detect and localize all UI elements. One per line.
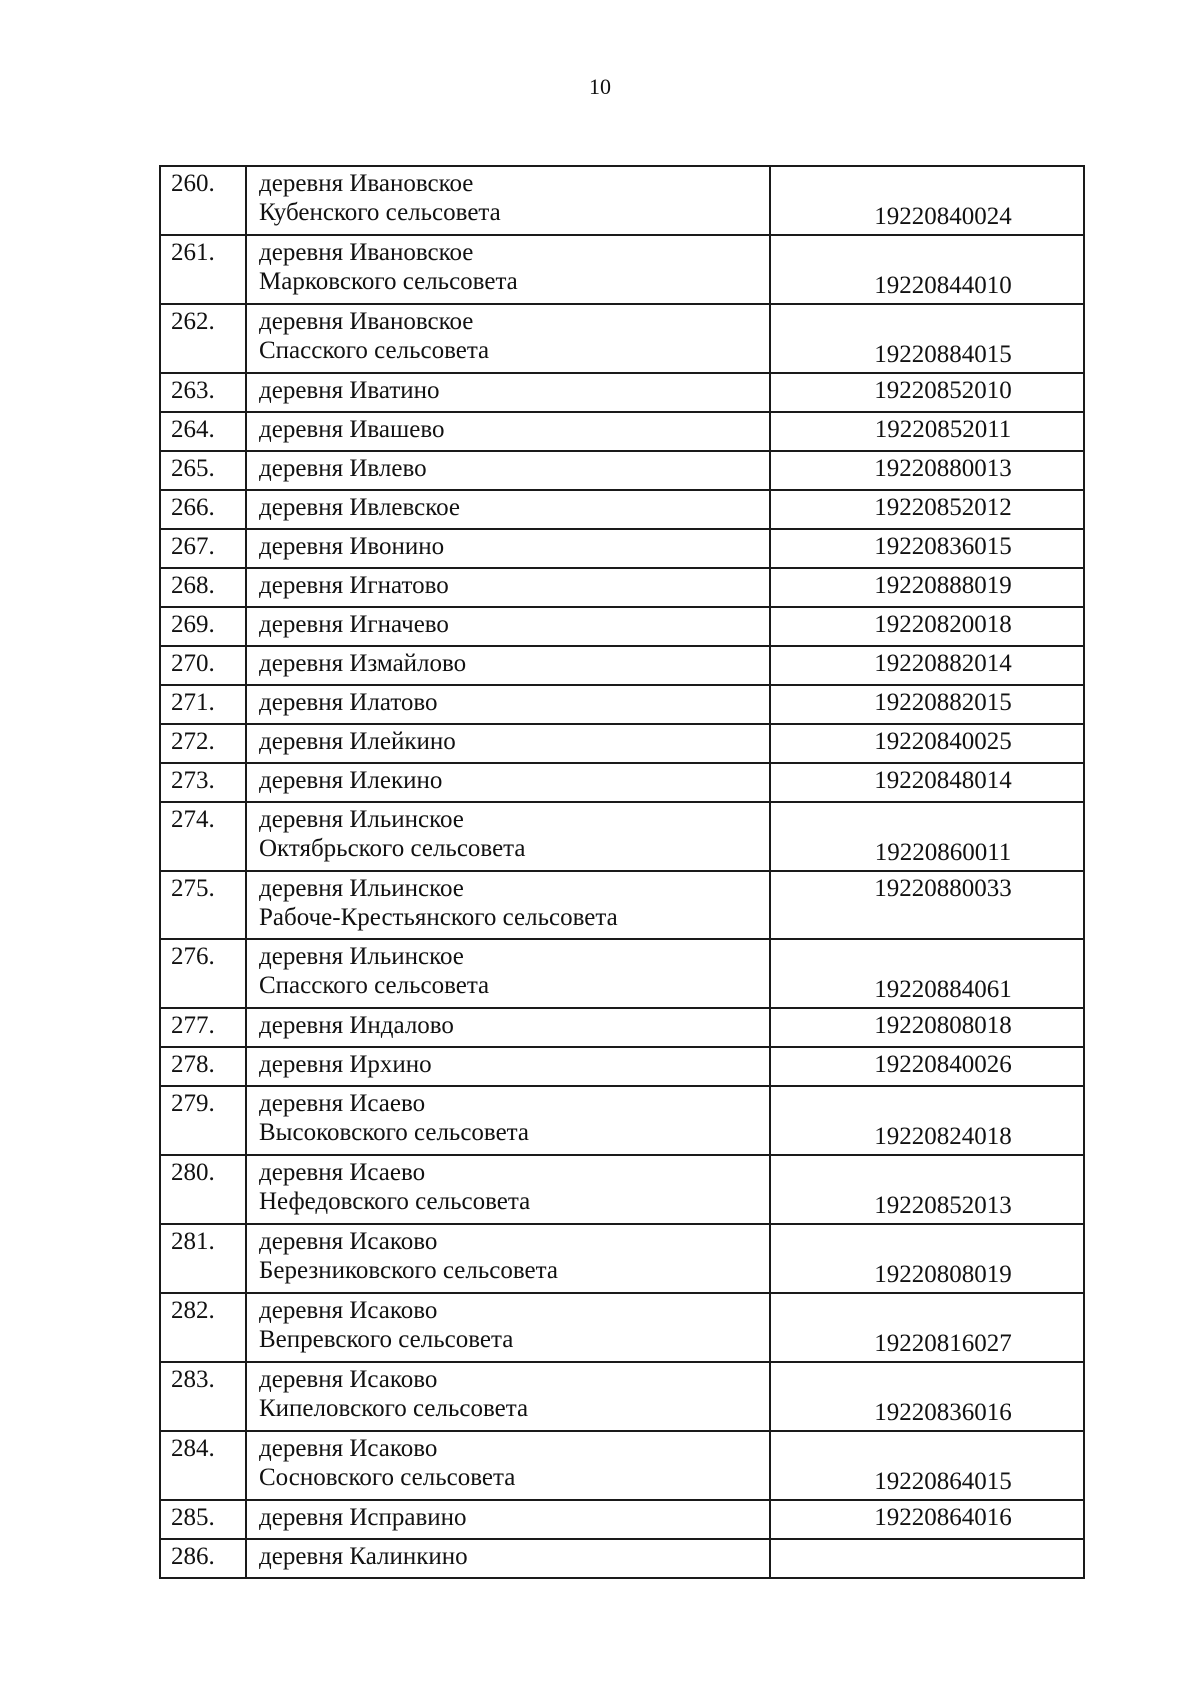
row-number: 277. xyxy=(160,1008,246,1047)
oktmo-code: 19220848014 xyxy=(770,763,1084,802)
table-row xyxy=(160,1008,1084,1047)
settlement-name: деревня Ивановское xyxy=(259,170,474,197)
settlement-name: деревня Ивлевское xyxy=(259,494,460,521)
settlement-name-cell xyxy=(246,724,770,763)
row-number: 286. xyxy=(160,1539,246,1578)
council-name: Рабоче-Крестьянского сельсовета xyxy=(259,904,618,931)
oktmo-code: 19220882014 xyxy=(770,646,1084,685)
council-name: Сосновского сельсовета xyxy=(259,1464,516,1491)
oktmo-code: 19220840026 xyxy=(770,1047,1084,1086)
row-number: 280. xyxy=(160,1155,246,1224)
row-number: 285. xyxy=(160,1500,246,1539)
oktmo-code: 19220882015 xyxy=(770,685,1084,724)
settlement-name: деревня Иватино xyxy=(259,377,440,404)
settlement-name: деревня Ивановское xyxy=(259,239,474,266)
settlement-name-cell xyxy=(246,568,770,607)
table-row xyxy=(160,166,1084,235)
council-name: Вепревского сельсовета xyxy=(259,1326,514,1353)
settlement-name-cell xyxy=(246,304,770,373)
settlement-name: деревня Калинкино xyxy=(259,1543,468,1570)
oktmo-code: 19220852012 xyxy=(770,490,1084,529)
settlement-name-cell xyxy=(246,1293,770,1362)
oktmo-code: 19220808019 xyxy=(770,1224,1084,1293)
table-row xyxy=(160,724,1084,763)
row-number: 266. xyxy=(160,490,246,529)
settlement-name: деревня Игначево xyxy=(259,611,449,638)
table-row xyxy=(160,304,1084,373)
settlement-name: деревня Исаково xyxy=(259,1435,438,1462)
table-row xyxy=(160,871,1084,939)
council-name: Кипеловского сельсовета xyxy=(259,1395,529,1422)
table-row xyxy=(160,1155,1084,1224)
settlement-name-cell xyxy=(246,1362,770,1431)
oktmo-code: 19220836016 xyxy=(770,1362,1084,1431)
oktmo-code: 19220884015 xyxy=(770,304,1084,373)
table-row xyxy=(160,235,1084,304)
oktmo-code: 19220844010 xyxy=(770,235,1084,304)
settlement-name: деревня Исаево xyxy=(259,1159,426,1186)
table-row xyxy=(160,529,1084,568)
oktmo-code xyxy=(770,1539,1084,1578)
oktmo-code: 19220840025 xyxy=(770,724,1084,763)
oktmo-code: 19220820018 xyxy=(770,607,1084,646)
settlement-name: деревня Ивонино xyxy=(259,533,445,560)
oktmo-code: 19220836015 xyxy=(770,529,1084,568)
row-number: 269. xyxy=(160,607,246,646)
settlement-name-cell xyxy=(246,607,770,646)
oktmo-code: 19220880013 xyxy=(770,451,1084,490)
settlement-name-cell xyxy=(246,1155,770,1224)
settlement-name-cell xyxy=(246,1431,770,1500)
row-number: 284. xyxy=(160,1431,246,1500)
page-number: 10 xyxy=(589,74,611,99)
council-name: Кубенского сельсовета xyxy=(259,199,501,226)
table-body xyxy=(160,166,1084,1578)
settlement-name: деревня Ильинское xyxy=(259,943,464,970)
oktmo-code: 19220852013 xyxy=(770,1155,1084,1224)
settlement-name: деревня Исправино xyxy=(259,1504,467,1531)
row-number: 262. xyxy=(160,304,246,373)
table-row xyxy=(160,412,1084,451)
oktmo-code: 19220880033 xyxy=(770,871,1084,939)
row-number: 283. xyxy=(160,1362,246,1431)
oktmo-code: 19220852010 xyxy=(770,373,1084,412)
table-row xyxy=(160,1431,1084,1500)
council-name: Спасского сельсовета xyxy=(259,337,490,364)
council-name: Березниковского сельсовета xyxy=(259,1257,558,1284)
settlement-name-cell xyxy=(246,1224,770,1293)
settlement-name: деревня Исаево xyxy=(259,1090,426,1117)
table-row xyxy=(160,939,1084,1008)
settlement-name-cell xyxy=(246,373,770,412)
settlement-name-cell xyxy=(246,1047,770,1086)
settlement-name-cell xyxy=(246,763,770,802)
row-number: 281. xyxy=(160,1224,246,1293)
oktmo-code: 19220860011 xyxy=(770,802,1084,871)
settlement-name: деревня Ивлево xyxy=(259,455,427,482)
settlement-name: деревня Исаково xyxy=(259,1366,438,1393)
settlement-name: деревня Илекино xyxy=(259,767,443,794)
settlement-name-cell xyxy=(246,451,770,490)
row-number: 272. xyxy=(160,724,246,763)
table-row xyxy=(160,1086,1084,1155)
table-row xyxy=(160,1539,1084,1578)
row-number: 260. xyxy=(160,166,246,235)
settlement-name-cell xyxy=(246,412,770,451)
settlement-name-cell xyxy=(246,802,770,871)
oktmo-code: 19220824018 xyxy=(770,1086,1084,1155)
row-number: 275. xyxy=(160,871,246,939)
table-row xyxy=(160,451,1084,490)
table-row xyxy=(160,685,1084,724)
settlement-name-cell xyxy=(246,490,770,529)
settlement-name: деревня Ильинское xyxy=(259,875,464,902)
settlement-name-cell xyxy=(246,646,770,685)
oktmo-code: 19220840024 xyxy=(770,166,1084,235)
row-number: 278. xyxy=(160,1047,246,1086)
settlement-name: деревня Илейкино xyxy=(259,728,456,755)
oktmo-code: 19220864016 xyxy=(770,1500,1084,1539)
settlement-name: деревня Ивашево xyxy=(259,416,445,443)
settlement-name-cell xyxy=(246,166,770,235)
settlement-name-cell xyxy=(246,871,770,939)
table-row xyxy=(160,802,1084,871)
row-number: 263. xyxy=(160,373,246,412)
row-number: 268. xyxy=(160,568,246,607)
oktmo-code: 19220816027 xyxy=(770,1293,1084,1362)
row-number: 279. xyxy=(160,1086,246,1155)
row-number: 267. xyxy=(160,529,246,568)
settlement-name: деревня Илатово xyxy=(259,689,438,716)
settlement-name-cell xyxy=(246,1539,770,1578)
table-row xyxy=(160,1500,1084,1539)
oktmo-code: 19220808018 xyxy=(770,1008,1084,1047)
settlement-name-cell xyxy=(246,939,770,1008)
oktmo-code: 19220864015 xyxy=(770,1431,1084,1500)
settlement-name: деревня Ивановское xyxy=(259,308,474,335)
table-row xyxy=(160,1293,1084,1362)
table-row xyxy=(160,607,1084,646)
settlement-name-cell xyxy=(246,1500,770,1539)
row-number: 264. xyxy=(160,412,246,451)
council-name: Марковского сельсовета xyxy=(259,268,518,295)
settlement-name-cell xyxy=(246,1086,770,1155)
settlement-name-cell xyxy=(246,529,770,568)
table-row xyxy=(160,490,1084,529)
settlement-name: деревня Ирхино xyxy=(259,1051,432,1078)
row-number: 261. xyxy=(160,235,246,304)
table-row xyxy=(160,1362,1084,1431)
settlement-name-cell xyxy=(246,235,770,304)
row-number: 273. xyxy=(160,763,246,802)
council-name: Нефедовского сельсовета xyxy=(259,1188,531,1215)
settlement-name: деревня Измайлово xyxy=(259,650,467,677)
row-number: 270. xyxy=(160,646,246,685)
settlement-name-cell xyxy=(246,685,770,724)
row-number: 282. xyxy=(160,1293,246,1362)
row-number: 271. xyxy=(160,685,246,724)
settlement-name-cell xyxy=(246,1008,770,1047)
settlement-name: деревня Исаково xyxy=(259,1228,438,1255)
table-row xyxy=(160,1224,1084,1293)
table-row xyxy=(160,568,1084,607)
oktmo-code: 19220888019 xyxy=(770,568,1084,607)
table-row xyxy=(160,646,1084,685)
settlements-table xyxy=(159,165,1085,1579)
settlement-name: деревня Игнатово xyxy=(259,572,449,599)
council-name: Октябрьского сельсовета xyxy=(259,835,526,862)
oktmo-code: 19220884061 xyxy=(770,939,1084,1008)
table-row xyxy=(160,1047,1084,1086)
settlement-name: деревня Индалово xyxy=(259,1012,454,1039)
row-number: 265. xyxy=(160,451,246,490)
table-row xyxy=(160,373,1084,412)
oktmo-code: 19220852011 xyxy=(770,412,1084,451)
settlement-name: деревня Ильинское xyxy=(259,806,464,833)
council-name: Спасского сельсовета xyxy=(259,972,490,999)
row-number: 276. xyxy=(160,939,246,1008)
row-number: 274. xyxy=(160,802,246,871)
table-row xyxy=(160,763,1084,802)
council-name: Высоковского сельсовета xyxy=(259,1119,530,1146)
settlement-name: деревня Исаково xyxy=(259,1297,438,1324)
